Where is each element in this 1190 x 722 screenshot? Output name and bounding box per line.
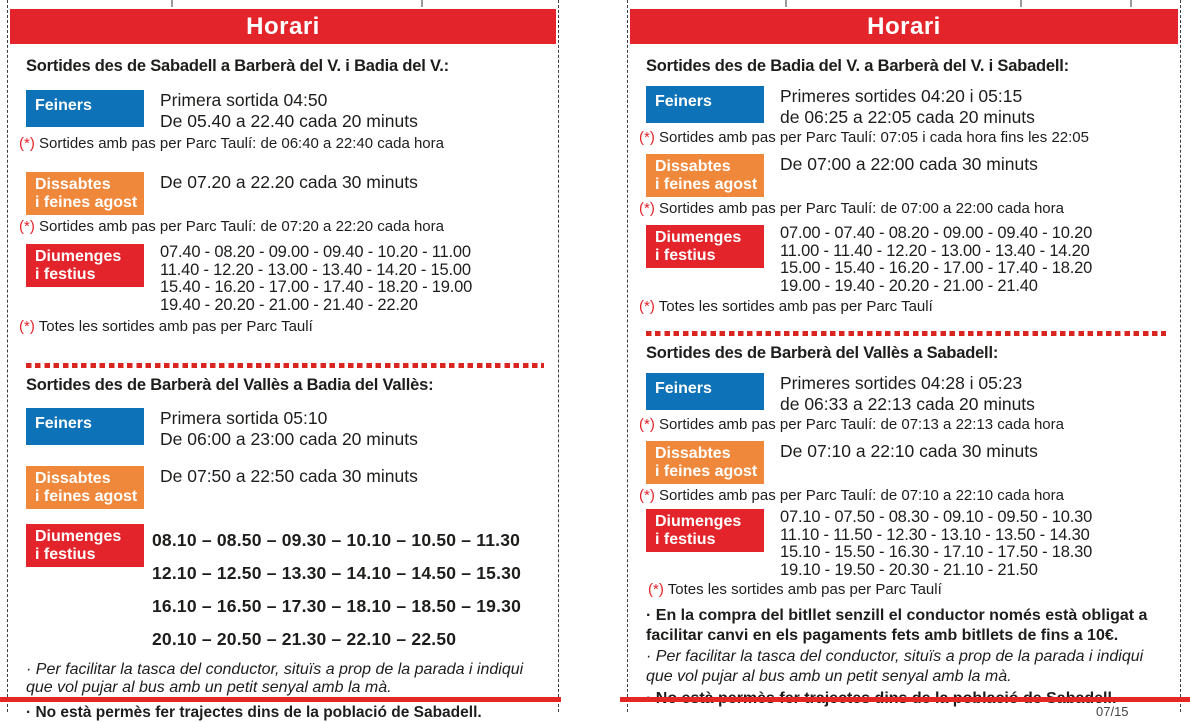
panel-left	[7, 0, 559, 721]
times-list	[152, 524, 521, 656]
label-text: Dissabtes	[35, 470, 111, 487]
label-text: Dissabtes	[655, 158, 731, 175]
times-line: 15.10 - 15.50 - 16.30 - 17.10 - 17.50 - 18.30	[780, 543, 1093, 561]
schedule-text	[780, 373, 1035, 414]
times-line: 19.40 - 20.20 - 21.00 - 21.40 - 22.20	[160, 295, 418, 314]
bottom-rule-right	[620, 697, 1190, 702]
parc-tauli-note	[639, 487, 1170, 504]
schedule-row	[646, 86, 1170, 127]
schedule-line: De 07:50 a 22:50 cada 30 minuts	[160, 466, 418, 486]
section-heading: Sortides des de Barberà del Vallès a Badia del Vallès:	[26, 376, 434, 394]
schedule-line: De 05.40 a 22.40 cada 20 minuts	[160, 110, 418, 131]
label-text: i feines agost	[655, 175, 758, 193]
section-heading: Sortides des de Badia del V. a Barberà del V. i Sabadell:	[646, 57, 1069, 75]
note-text: Sortides amb pas per Parc Taulí: de 07:13 a 22:13 cada hora	[659, 416, 1064, 433]
label-text: Diumenges	[35, 528, 122, 545]
times-line: 07.40 - 08.20 - 09.00 - 09.40 - 10.20 - 11.00	[160, 243, 471, 261]
schedule-row	[646, 225, 1170, 295]
service-label-dissabtes	[26, 466, 144, 509]
label-text: i festius	[655, 246, 716, 264]
asterisk-marker: (*)	[639, 298, 655, 315]
label-text: Diumenges	[655, 513, 742, 530]
label-text: Dissabtes	[655, 445, 731, 462]
dotted-separator	[646, 331, 1166, 336]
service-label-diumenges	[26, 244, 144, 287]
parc-tauli-note	[19, 218, 548, 235]
footnote-trajectes: · No està permès fer trajectes dins de la població de Sabadell.	[26, 704, 482, 721]
asterisk-marker: (*)	[639, 487, 655, 504]
label-text: i festius	[655, 530, 716, 548]
footnote-bitllet: · En la compra del bitllet senzill el conductor només està obligat a facilitar canvi en els pagaments fets amb bitllets de fins a 10€.	[646, 607, 1148, 644]
label-text: Feiners	[655, 93, 712, 110]
schedule-row	[26, 90, 548, 131]
times-line: 11.00 - 11.40 - 12.20 - 13.00 - 13.40 - 14.20	[780, 241, 1090, 260]
schedule-row	[646, 373, 1170, 414]
section-heading: Sortides des de Sabadell a Barberà del V. i Badia del V.:	[26, 57, 449, 75]
schedule-line: Primera sortida 05:10	[160, 408, 328, 428]
times-line: 16.10 – 16.50 – 17.30 – 18.10 – 18.50 – 19.30	[152, 596, 522, 616]
schedule-text	[780, 441, 1038, 462]
schedule-text	[160, 408, 418, 449]
note-text: Totes les sortides amb pas per Parc Taulí	[658, 298, 933, 315]
note-text: Sortides amb pas per Parc Taulí: de 07:10 a 22:10 cada hora	[659, 487, 1064, 504]
times-line: 19.00 - 19.40 - 20.20 - 21.00 - 21.40	[780, 276, 1038, 295]
label-text: i feines agost	[35, 487, 138, 505]
schedule-line: de 06:25 a 22:05 cada 20 minuts	[780, 106, 1035, 127]
schedule-line: Primera sortida 04:50	[160, 90, 328, 110]
schedule-line: De 07.20 a 22.20 cada 30 minuts	[160, 172, 418, 192]
times-line: 07.10 - 07.50 - 08.30 - 09.10 - 09.50 - 10.30	[780, 508, 1093, 526]
schedule-row	[26, 466, 548, 509]
label-text: Feiners	[35, 415, 92, 432]
schedule-row	[26, 524, 548, 656]
note-text: Sortides amb pas per Parc Taulí: de 07:20 a 22:20 cada hora	[39, 218, 444, 235]
schedule-line: De 07:00 a 22:00 cada 30 minuts	[780, 154, 1038, 174]
service-label-diumenges	[646, 225, 764, 268]
parc-tauli-note	[639, 200, 1170, 217]
times-line: 15.00 - 15.40 - 16.20 - 17.00 - 17.40 - 18.20	[780, 259, 1093, 277]
schedule-row	[646, 154, 1170, 197]
label-text: i feines agost	[35, 193, 138, 211]
schedule-line: Primeres sortides 04:28 i 05:23	[780, 373, 1023, 393]
asterisk-marker: (*)	[19, 135, 35, 152]
times-line: 07.00 - 07.40 - 08.20 - 09.00 - 09.40 - 10.20	[780, 224, 1093, 242]
schedule-row	[646, 441, 1170, 484]
schedule-row	[646, 509, 1170, 579]
schedule-text	[160, 466, 418, 487]
schedule-text	[160, 172, 418, 193]
horari-title-bar	[10, 9, 556, 44]
horari-title: Horari	[867, 12, 941, 40]
asterisk-marker: (*)	[639, 200, 655, 217]
service-label-diumenges	[26, 524, 144, 567]
schedule-row	[26, 408, 548, 449]
schedule-line: De 06:00 a 23:00 cada 20 minuts	[160, 428, 418, 449]
times-line: 19.10 - 19.50 - 20.30 - 21.10 - 21.50	[780, 560, 1038, 579]
bottom-rule-left	[0, 697, 561, 702]
service-label-feiners	[646, 373, 764, 410]
parc-tauli-note	[639, 129, 1170, 146]
parc-tauli-note	[648, 581, 1170, 598]
asterisk-marker: (*)	[19, 218, 35, 235]
note-text: Sortides amb pas per Parc Taulí: 07:05 i cada hora fins les 22:05	[659, 129, 1089, 146]
schedule-row	[26, 172, 548, 215]
section-heading: Sortides des de Barberà del Vallès a Sabadell:	[646, 344, 999, 362]
asterisk-marker: (*)	[19, 318, 35, 335]
service-label-dissabtes	[26, 172, 144, 215]
page-number: 07/15	[1096, 704, 1129, 719]
footnote-conductor: · Per facilitar la tasca del conductor, situïs a prop de la parada i indiqui que vol pujar al bus amb un petit senyal amb la mà.	[26, 661, 524, 696]
times-list	[780, 225, 1092, 295]
service-label-diumenges	[646, 509, 764, 552]
schedule-line: De 07:10 a 22:10 cada 30 minuts	[780, 441, 1038, 461]
parc-tauli-note	[19, 318, 548, 335]
footnote-conductor: · Per facilitar la tasca del conductor, situïs a prop de la parada i indiqui que vol pujar al bus amb un petit senyal amb la mà.	[646, 648, 1144, 685]
times-line: 11.10 - 11.50 - 12.30 - 13.10 - 13.50 - 14.30	[780, 525, 1090, 544]
label-text: Feiners	[655, 380, 712, 397]
asterisk-marker: (*)	[639, 416, 655, 433]
service-label-feiners	[26, 90, 144, 127]
times-line: 12.10 – 12.50 – 13.30 – 14.10 – 14.50 – 15.30	[152, 563, 522, 583]
times-line: 08.10 – 08.50 – 09.30 – 10.10 – 10.50 – 11.30	[152, 530, 521, 550]
note-text: Sortides amb pas per Parc Taulí: de 06:40 a 22:40 cada hora	[39, 135, 444, 152]
times-list	[160, 244, 472, 314]
schedule-line: de 06:33 a 22:13 cada 20 minuts	[780, 393, 1035, 414]
label-text: i feines agost	[655, 462, 758, 480]
horari-title-bar	[630, 9, 1178, 44]
times-line: 11.40 - 12.20 - 13.00 - 13.40 - 14.20 - 15.00	[160, 260, 471, 279]
dotted-separator	[26, 363, 544, 368]
service-label-feiners	[646, 86, 764, 123]
label-text: Dissabtes	[35, 176, 111, 193]
schedule-row	[26, 244, 548, 314]
asterisk-marker: (*)	[639, 129, 655, 146]
label-text: i festius	[35, 265, 96, 283]
horari-title: Horari	[246, 12, 320, 40]
times-line: 20.10 – 20.50 – 21.30 – 22.10 – 22.50	[152, 629, 457, 649]
schedule-text	[160, 90, 418, 131]
schedule-text	[780, 86, 1035, 127]
label-text: i festius	[35, 545, 96, 563]
note-text: Totes les sortides amb pas per Parc Taulí	[667, 581, 942, 598]
parc-tauli-note	[639, 298, 1170, 315]
label-text: Diumenges	[35, 248, 122, 265]
schedule-line: Primeres sortides 04:20 i 05:15	[780, 86, 1023, 106]
label-text: Diumenges	[655, 229, 742, 246]
parc-tauli-note	[639, 416, 1170, 433]
times-line: 15.40 - 16.20 - 17.00 - 17.40 - 18.20 - 19.00	[160, 278, 473, 296]
note-text: Sortides amb pas per Parc Taulí: de 07:00 a 22:00 cada hora	[659, 200, 1064, 217]
service-label-dissabtes	[646, 154, 764, 197]
times-list	[780, 509, 1092, 579]
asterisk-marker: (*)	[648, 581, 664, 598]
label-text: Feiners	[35, 97, 92, 114]
note-text: Totes les sortides amb pas per Parc Taulí	[38, 318, 313, 335]
service-label-feiners	[26, 408, 144, 445]
panel-right	[627, 0, 1181, 712]
schedule-text	[780, 154, 1038, 175]
service-label-dissabtes	[646, 441, 764, 484]
parc-tauli-note	[19, 135, 548, 152]
